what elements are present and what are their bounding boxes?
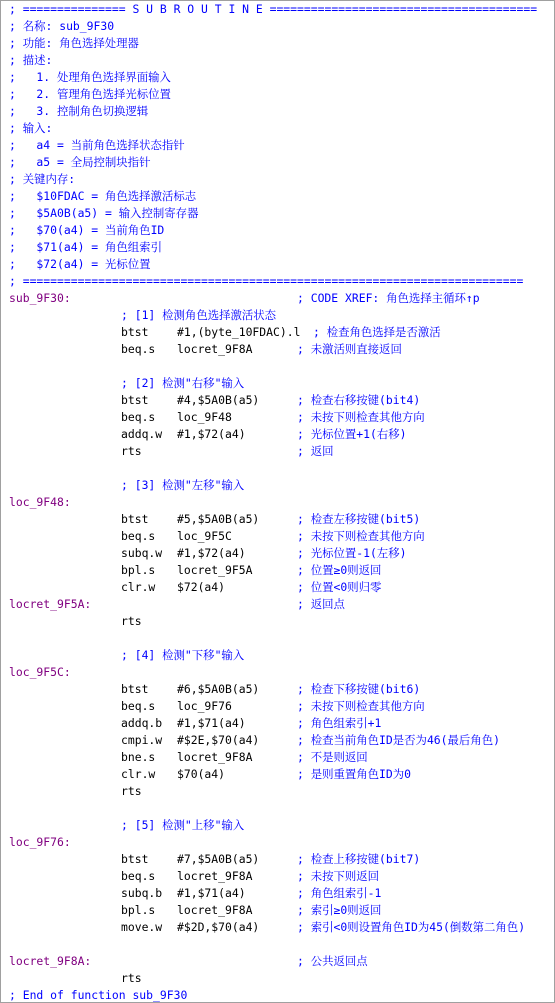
instruction-mnemonic[interactable]: btst bbox=[121, 852, 149, 866]
instruction-mnemonic[interactable]: cmpi.w bbox=[121, 733, 163, 747]
instruction-mnemonic[interactable]: addq.w bbox=[121, 427, 163, 441]
header-comment-line[interactable] bbox=[1, 273, 554, 290]
instruction-comment: ; 索引<0则设置角色ID为45(倒数第二角色) bbox=[297, 920, 526, 934]
instruction-line[interactable] bbox=[1, 919, 554, 936]
instruction-comment: ; 检查角色选择是否激活 bbox=[313, 325, 441, 339]
header-comment: ; $70(a4) = 当前角色ID bbox=[9, 223, 165, 237]
instruction-mnemonic[interactable]: beq.s bbox=[121, 529, 156, 543]
instruction-operands[interactable]: locret_9F8A bbox=[177, 903, 253, 917]
instruction-operands[interactable]: loc_9F5C bbox=[177, 529, 232, 543]
code-label[interactable]: locret_9F8A: bbox=[9, 954, 92, 968]
instruction-comment: ; 未激活则直接返回 bbox=[297, 342, 402, 356]
instruction-mnemonic[interactable]: beq.s bbox=[121, 342, 156, 356]
header-comment: ; 3. 控制角色切换逻辑 bbox=[9, 104, 149, 118]
header-comment-line[interactable] bbox=[1, 35, 554, 52]
header-comment-line[interactable] bbox=[1, 120, 554, 137]
instruction-line[interactable] bbox=[1, 749, 554, 766]
instruction-operands[interactable]: #1,$72(a4) bbox=[177, 427, 246, 441]
instruction-operands[interactable]: #7,$5A0B(a5) bbox=[177, 852, 260, 866]
blank-line[interactable] bbox=[1, 800, 554, 817]
instruction-mnemonic[interactable]: clr.w bbox=[121, 767, 156, 781]
header-comment: ; 关键内存: bbox=[9, 172, 76, 186]
instruction-comment: ; 返回点 bbox=[297, 597, 345, 611]
instruction-comment: ; 检查右移按键(bit4) bbox=[297, 393, 421, 407]
header-comment: ; 描述: bbox=[9, 53, 53, 67]
instruction-comment: ; 位置≥0则返回 bbox=[297, 563, 382, 577]
code-label[interactable]: loc_9F5C: bbox=[9, 665, 71, 679]
blank-line[interactable] bbox=[1, 358, 554, 375]
section-comment: ; [5] 检测"上移"输入 bbox=[121, 818, 245, 832]
header-comment-line[interactable] bbox=[1, 69, 554, 86]
instruction-comment: ; 索引≥0则返回 bbox=[297, 903, 382, 917]
instruction-comment: ; 角色组索引-1 bbox=[297, 886, 382, 900]
section-comment-line[interactable] bbox=[1, 375, 554, 392]
instruction-operands[interactable]: locret_9F8A bbox=[177, 342, 253, 356]
instruction-operands[interactable]: locret_9F5A bbox=[177, 563, 253, 577]
header-comment-line[interactable] bbox=[1, 256, 554, 273]
instruction-operands[interactable]: locret_9F8A bbox=[177, 750, 253, 764]
header-comment: ; $10FDAC = 角色选择激活标志 bbox=[9, 189, 197, 203]
instruction-comment: ; 检查下移按键(bit6) bbox=[297, 682, 421, 696]
header-comment-line[interactable] bbox=[1, 171, 554, 188]
instruction-mnemonic[interactable]: subq.w bbox=[121, 546, 163, 560]
instruction-line[interactable] bbox=[1, 426, 554, 443]
instruction-line[interactable] bbox=[1, 613, 554, 630]
xref-comment[interactable]: ; CODE XREF: 角色选择主循环↑p bbox=[297, 291, 480, 305]
instruction-mnemonic[interactable]: btst bbox=[121, 512, 149, 526]
header-comment-line[interactable] bbox=[1, 205, 554, 222]
header-comment-line[interactable] bbox=[1, 239, 554, 256]
header-comment: ; =============== S U B R O U T I N E ======================================= bbox=[9, 2, 538, 16]
instruction-comment: ; 检查上移按键(bit7) bbox=[297, 852, 421, 866]
instruction-mnemonic[interactable]: bne.s bbox=[121, 750, 156, 764]
instruction-comment: ; 未按下则返回 bbox=[297, 869, 380, 883]
header-comment-line[interactable] bbox=[1, 86, 554, 103]
header-comment: ; 2. 管理角色选择光标位置 bbox=[9, 87, 171, 101]
instruction-comment: ; 未按下则检查其他方向 bbox=[297, 410, 425, 424]
header-comment-line[interactable] bbox=[1, 188, 554, 205]
instruction-line[interactable] bbox=[1, 885, 554, 902]
instruction-mnemonic[interactable]: btst bbox=[121, 393, 149, 407]
instruction-comment: ; 未按下则检查其他方向 bbox=[297, 529, 425, 543]
instruction-operands[interactable]: #1,$71(a4) bbox=[177, 886, 246, 900]
header-comment: ; 功能: 角色选择处理器 bbox=[9, 36, 139, 50]
instruction-line[interactable] bbox=[1, 579, 554, 596]
instruction-line[interactable] bbox=[1, 511, 554, 528]
section-comment-line[interactable] bbox=[1, 477, 554, 494]
footer-line[interactable] bbox=[1, 987, 554, 1003]
instruction-mnemonic[interactable]: bpl.s bbox=[121, 903, 156, 917]
instruction-mnemonic[interactable]: rts bbox=[121, 784, 142, 798]
instruction-line[interactable] bbox=[1, 698, 554, 715]
instruction-line[interactable] bbox=[1, 681, 554, 698]
instruction-line[interactable] bbox=[1, 715, 554, 732]
code-label[interactable]: loc_9F48: bbox=[9, 495, 71, 509]
section-comment: ; [2] 检测"右移"输入 bbox=[121, 376, 245, 390]
instruction-mnemonic[interactable]: clr.w bbox=[121, 580, 156, 594]
instruction-operands[interactable]: $72(a4) bbox=[177, 580, 226, 594]
instruction-line[interactable] bbox=[1, 392, 554, 409]
instruction-operands[interactable]: locret_9F8A bbox=[177, 869, 253, 883]
instruction-comment: ; 角色组索引+1 bbox=[297, 716, 382, 730]
label-line[interactable] bbox=[1, 596, 554, 613]
instruction-operands[interactable]: #1,$72(a4) bbox=[177, 546, 246, 560]
label-line[interactable] bbox=[1, 290, 554, 307]
instruction-operands[interactable]: loc_9F76 bbox=[177, 699, 232, 713]
instruction-comment: ; 光标位置+1(右移) bbox=[297, 427, 407, 441]
code-label[interactable]: sub_9F30: bbox=[9, 291, 71, 305]
label-line[interactable] bbox=[1, 953, 554, 970]
instruction-mnemonic[interactable]: beq.s bbox=[121, 699, 156, 713]
header-comment: ; 输入: bbox=[9, 121, 53, 135]
instruction-line[interactable] bbox=[1, 324, 554, 341]
instruction-mnemonic[interactable]: beq.s bbox=[121, 410, 156, 424]
header-comment-line[interactable] bbox=[1, 18, 554, 35]
instruction-comment: ; 检查当前角色ID是否为46(最后角色) bbox=[297, 733, 500, 747]
header-comment-line[interactable] bbox=[1, 103, 554, 120]
instruction-mnemonic[interactable]: rts bbox=[121, 444, 142, 458]
instruction-comment: ; 返回 bbox=[297, 444, 334, 458]
instruction-line[interactable] bbox=[1, 970, 554, 987]
section-comment: ; [1] 检测角色选择激活状态 bbox=[121, 308, 277, 322]
instruction-comment: ; 不是则返回 bbox=[297, 750, 368, 764]
label-line[interactable] bbox=[1, 664, 554, 681]
instruction-line[interactable] bbox=[1, 902, 554, 919]
instruction-line[interactable] bbox=[1, 783, 554, 800]
instruction-operands[interactable]: #$2E,$70(a4) bbox=[177, 733, 260, 747]
instruction-mnemonic[interactable]: btst bbox=[121, 682, 149, 696]
instruction-line[interactable] bbox=[1, 545, 554, 562]
blank-line[interactable] bbox=[1, 460, 554, 477]
header-comment-line[interactable] bbox=[1, 1, 554, 18]
instruction-operands[interactable]: #$2D,$70(a4) bbox=[177, 920, 260, 934]
header-comment-line[interactable] bbox=[1, 52, 554, 69]
label-line[interactable] bbox=[1, 834, 554, 851]
section-comment-line[interactable] bbox=[1, 307, 554, 324]
instruction-mnemonic[interactable]: move.w bbox=[121, 920, 163, 934]
header-comment: ; 1. 处理角色选择界面输入 bbox=[9, 70, 171, 84]
instruction-operands[interactable]: #5,$5A0B(a5) bbox=[177, 512, 260, 526]
label-line[interactable] bbox=[1, 494, 554, 511]
code-listing bbox=[1, 1, 554, 1003]
instruction-line[interactable] bbox=[1, 868, 554, 885]
blank-line[interactable] bbox=[1, 936, 554, 953]
instruction-mnemonic[interactable]: rts bbox=[121, 971, 142, 985]
instruction-mnemonic[interactable]: addq.b bbox=[121, 716, 163, 730]
instruction-line[interactable] bbox=[1, 528, 554, 545]
instruction-line[interactable] bbox=[1, 562, 554, 579]
section-comment-line[interactable] bbox=[1, 817, 554, 834]
header-comment: ; $5A0B(a5) = 输入控制寄存器 bbox=[9, 206, 199, 220]
code-label[interactable]: loc_9F76: bbox=[9, 835, 71, 849]
instruction-comment: ; 未按下则检查其他方向 bbox=[297, 699, 425, 713]
header-comment-line[interactable] bbox=[1, 154, 554, 171]
header-comment: ; ========================================================================= bbox=[9, 274, 524, 288]
instruction-mnemonic[interactable]: bpl.s bbox=[121, 563, 156, 577]
end-of-function-comment: ; End of function sub_9F30 bbox=[9, 988, 188, 1002]
header-comment: ; 名称: sub_9F30 bbox=[9, 19, 115, 33]
instruction-comment: ; 检查左移按键(bit5) bbox=[297, 512, 421, 526]
instruction-comment: ; 是则重置角色ID为0 bbox=[297, 767, 412, 781]
instruction-mnemonic[interactable]: btst bbox=[121, 325, 149, 339]
instruction-comment: ; 光标位置-1(左移) bbox=[297, 546, 407, 560]
instruction-operands[interactable]: #1,$71(a4) bbox=[177, 716, 246, 730]
instruction-operands[interactable]: $70(a4) bbox=[177, 767, 226, 781]
instruction-line[interactable] bbox=[1, 341, 554, 358]
header-comment: ; a5 = 全局控制块指针 bbox=[9, 155, 151, 169]
header-comment-line[interactable] bbox=[1, 222, 554, 239]
instruction-mnemonic[interactable]: rts bbox=[121, 614, 142, 628]
instruction-comment: ; 位置<0则归零 bbox=[297, 580, 382, 594]
instruction-operands[interactable]: #4,$5A0B(a5) bbox=[177, 393, 260, 407]
instruction-line[interactable] bbox=[1, 766, 554, 783]
instruction-mnemonic[interactable]: subq.b bbox=[121, 886, 163, 900]
instruction-line[interactable] bbox=[1, 732, 554, 749]
section-comment-line[interactable] bbox=[1, 647, 554, 664]
header-comment-line[interactable] bbox=[1, 137, 554, 154]
instruction-line[interactable] bbox=[1, 851, 554, 868]
code-label[interactable]: locret_9F5A: bbox=[9, 597, 92, 611]
instruction-line[interactable] bbox=[1, 443, 554, 460]
instruction-operands[interactable]: #6,$5A0B(a5) bbox=[177, 682, 260, 696]
instruction-comment: ; 公共返回点 bbox=[297, 954, 368, 968]
instruction-operands[interactable]: #1,(byte_10FDAC).l bbox=[177, 325, 301, 339]
instruction-line[interactable] bbox=[1, 409, 554, 426]
instruction-mnemonic[interactable]: beq.s bbox=[121, 869, 156, 883]
header-comment: ; $71(a4) = 角色组索引 bbox=[9, 240, 162, 254]
section-comment: ; [4] 检测"下移"输入 bbox=[121, 648, 245, 662]
blank-line[interactable] bbox=[1, 630, 554, 647]
section-comment: ; [3] 检测"左移"输入 bbox=[121, 478, 245, 492]
instruction-operands[interactable]: loc_9F48 bbox=[177, 410, 232, 424]
header-comment: ; a4 = 当前角色选择状态指针 bbox=[9, 138, 185, 152]
header-comment: ; $72(a4) = 光标位置 bbox=[9, 257, 151, 271]
